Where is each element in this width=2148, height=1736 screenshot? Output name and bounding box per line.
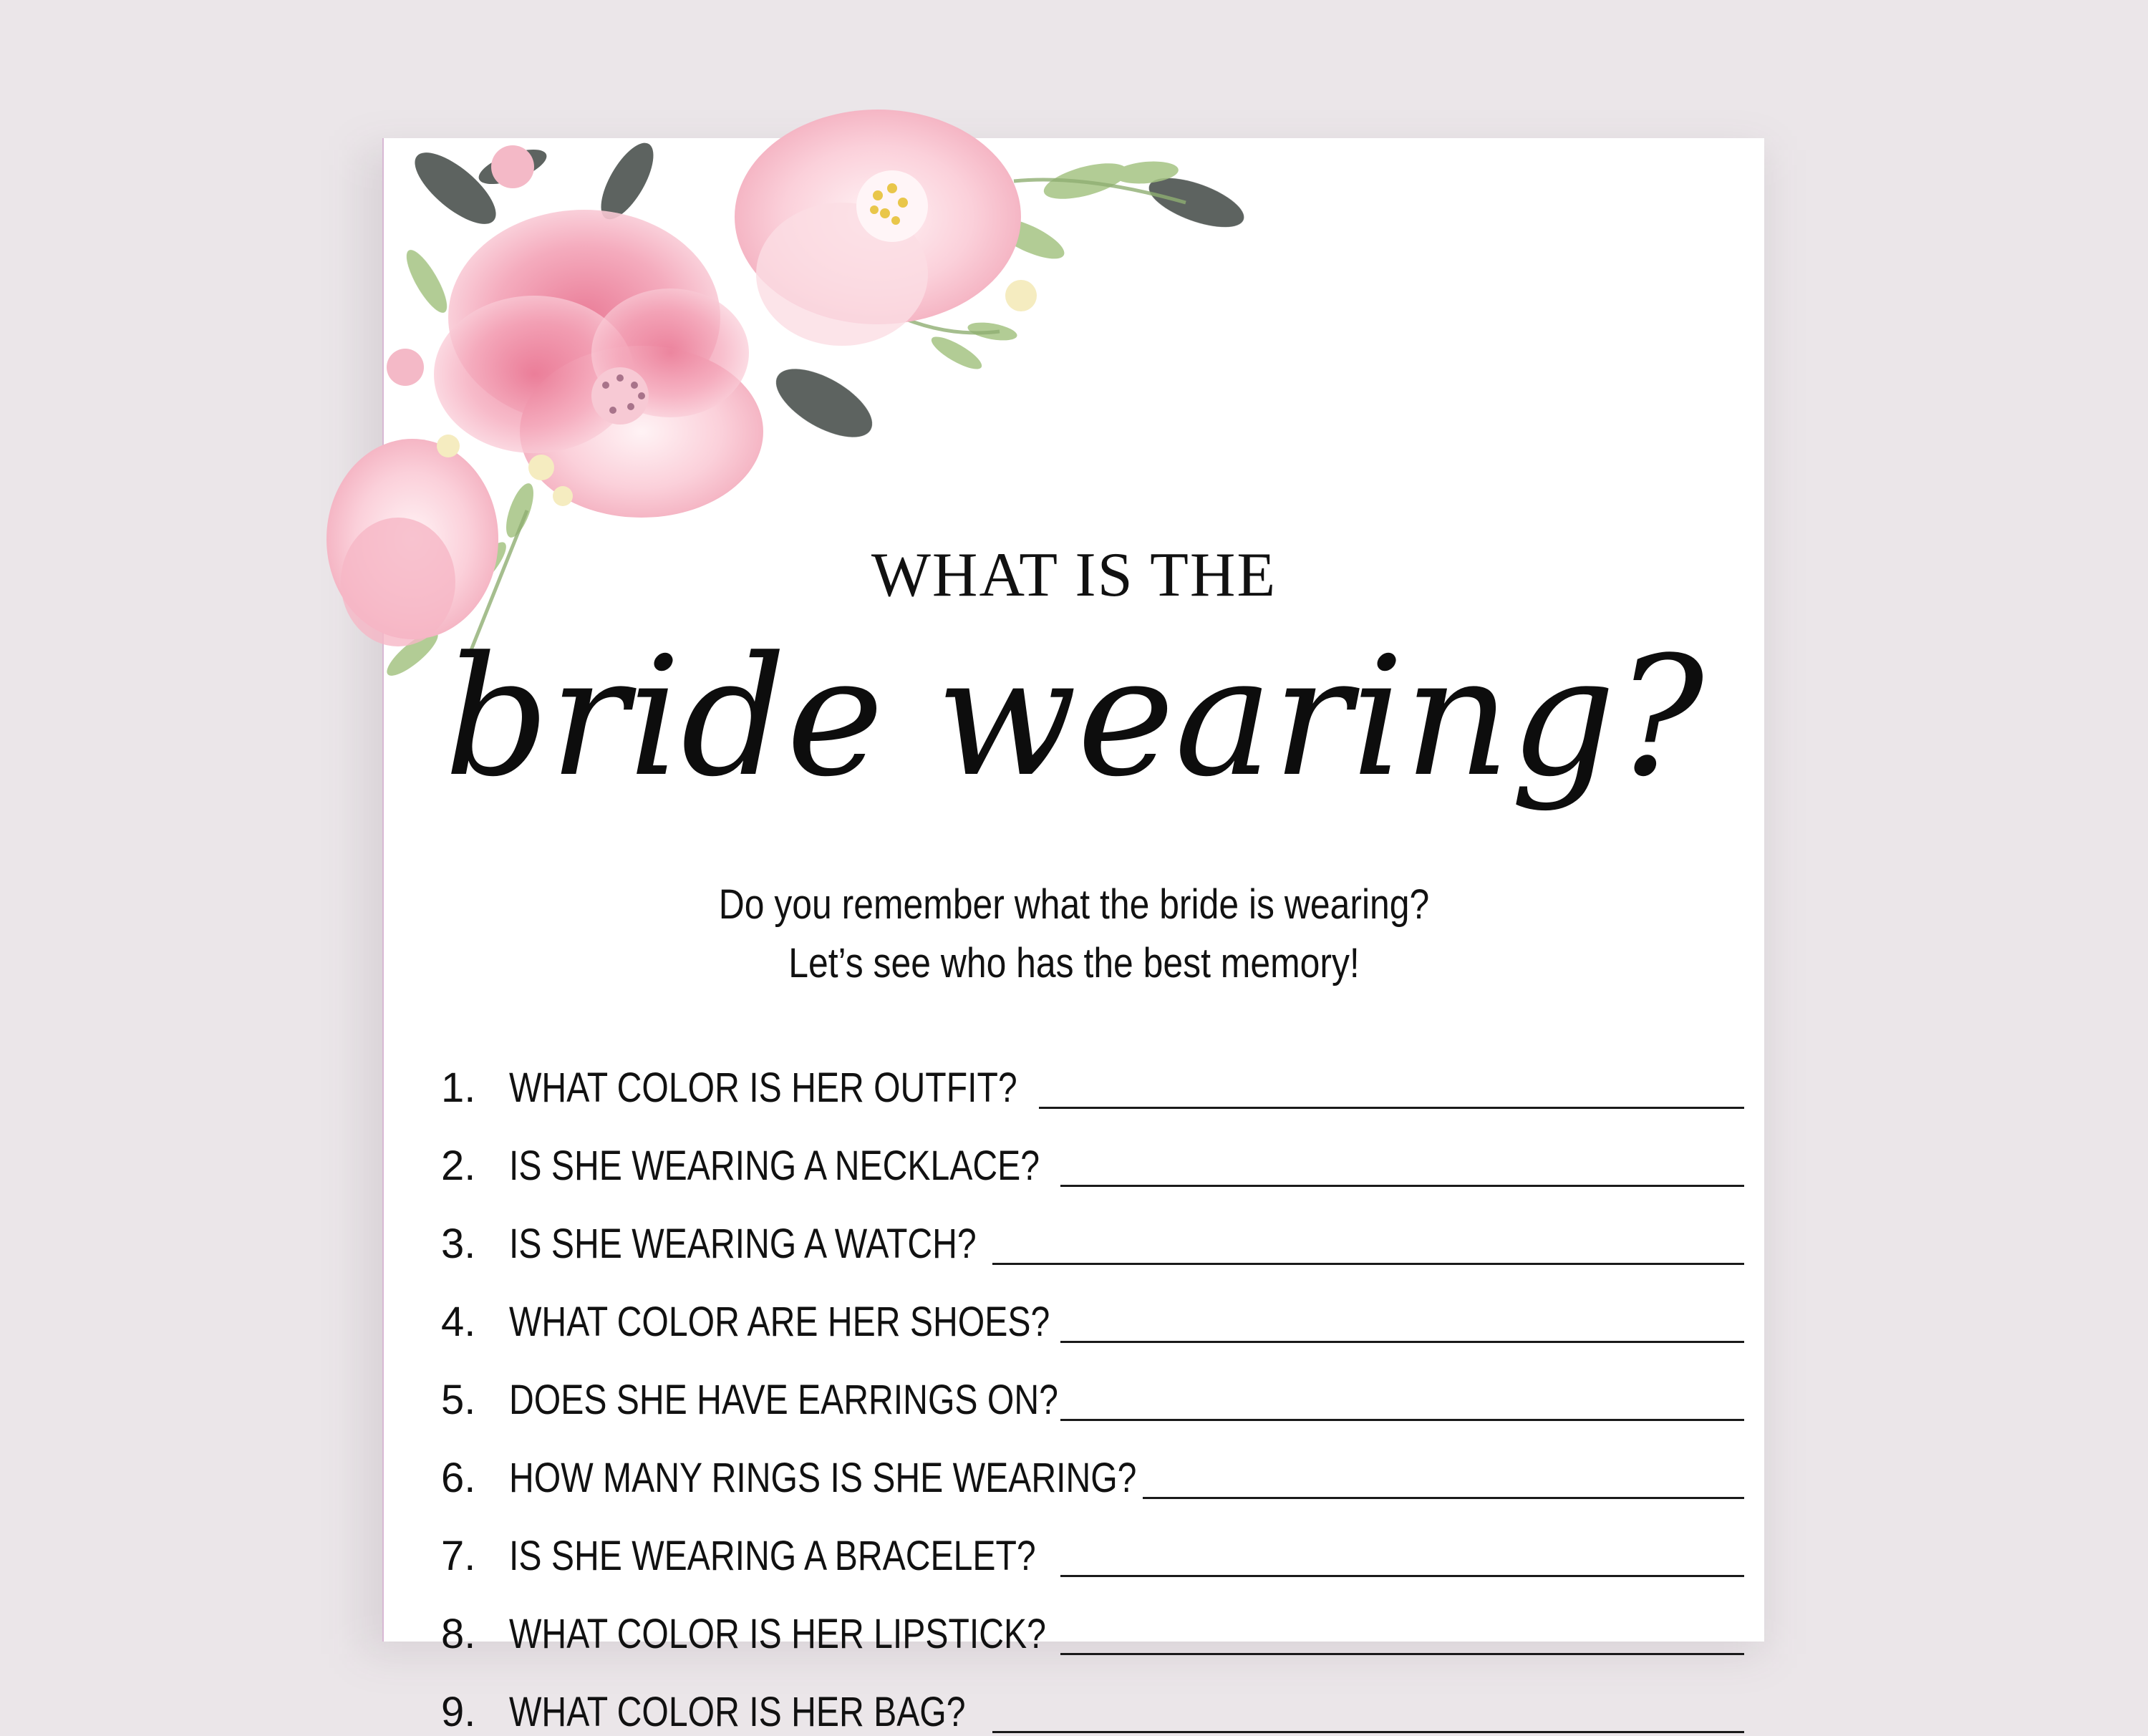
question-item: [441, 1140, 1744, 1190]
question-item: [441, 1374, 1744, 1424]
question-number: 7.: [441, 1533, 476, 1579]
answer-line[interactable]: [992, 1731, 1744, 1733]
heading-what-is-the: WHAT IS THE: [871, 540, 1277, 610]
game-sheet: [384, 138, 1764, 1735]
question-number: 6.: [441, 1455, 476, 1501]
question-text: DOES SHE HAVE EARRINGS ON?: [509, 1377, 1058, 1423]
question-item: [441, 1218, 1744, 1268]
answer-line[interactable]: [1039, 1107, 1744, 1109]
question-number: 4.: [441, 1299, 476, 1345]
question-text: WHAT COLOR IS HER LIPSTICK?: [509, 1611, 1046, 1657]
answer-line[interactable]: [1143, 1497, 1744, 1499]
intro-line-1: Do you remember what the bride is wearing?: [718, 881, 1430, 928]
intro-text: [480, 876, 1668, 993]
question-number: 5.: [441, 1377, 476, 1423]
question-text: HOW MANY RINGS IS SHE WEARING?: [509, 1455, 1137, 1501]
answer-line[interactable]: [1060, 1575, 1744, 1577]
answer-line[interactable]: [1060, 1341, 1744, 1343]
question-text: WHAT COLOR ARE HER SHOES?: [509, 1299, 1050, 1345]
question-text: WHAT COLOR IS HER BAG?: [509, 1689, 966, 1735]
question-text: IS SHE WEARING A WATCH?: [509, 1221, 977, 1267]
question-item: [441, 1452, 1744, 1502]
question-item: [441, 1062, 1744, 1112]
question-item: [441, 1608, 1744, 1658]
question-text: IS SHE WEARING A NECKLACE?: [509, 1143, 1040, 1189]
heading-bride-wearing: bride wearing?: [444, 622, 1704, 813]
question-number: 2.: [441, 1143, 476, 1189]
question-number: 9.: [441, 1689, 476, 1735]
answer-line[interactable]: [1060, 1185, 1744, 1187]
question-item: [441, 1296, 1744, 1346]
question-number: 8.: [441, 1611, 476, 1657]
intro-line-2: Let’s see who has the best memory!: [788, 940, 1360, 986]
question-text: IS SHE WEARING A BRACELET?: [509, 1533, 1036, 1579]
question-number: 1.: [441, 1065, 476, 1111]
question-text: WHAT COLOR IS HER OUTFIT?: [509, 1065, 1017, 1111]
question-item: [441, 1686, 1744, 1736]
answer-line[interactable]: [1060, 1419, 1744, 1421]
question-item: [441, 1530, 1744, 1580]
answer-line[interactable]: [1060, 1653, 1744, 1655]
question-number: 3.: [441, 1221, 476, 1267]
answer-line[interactable]: [992, 1263, 1744, 1265]
